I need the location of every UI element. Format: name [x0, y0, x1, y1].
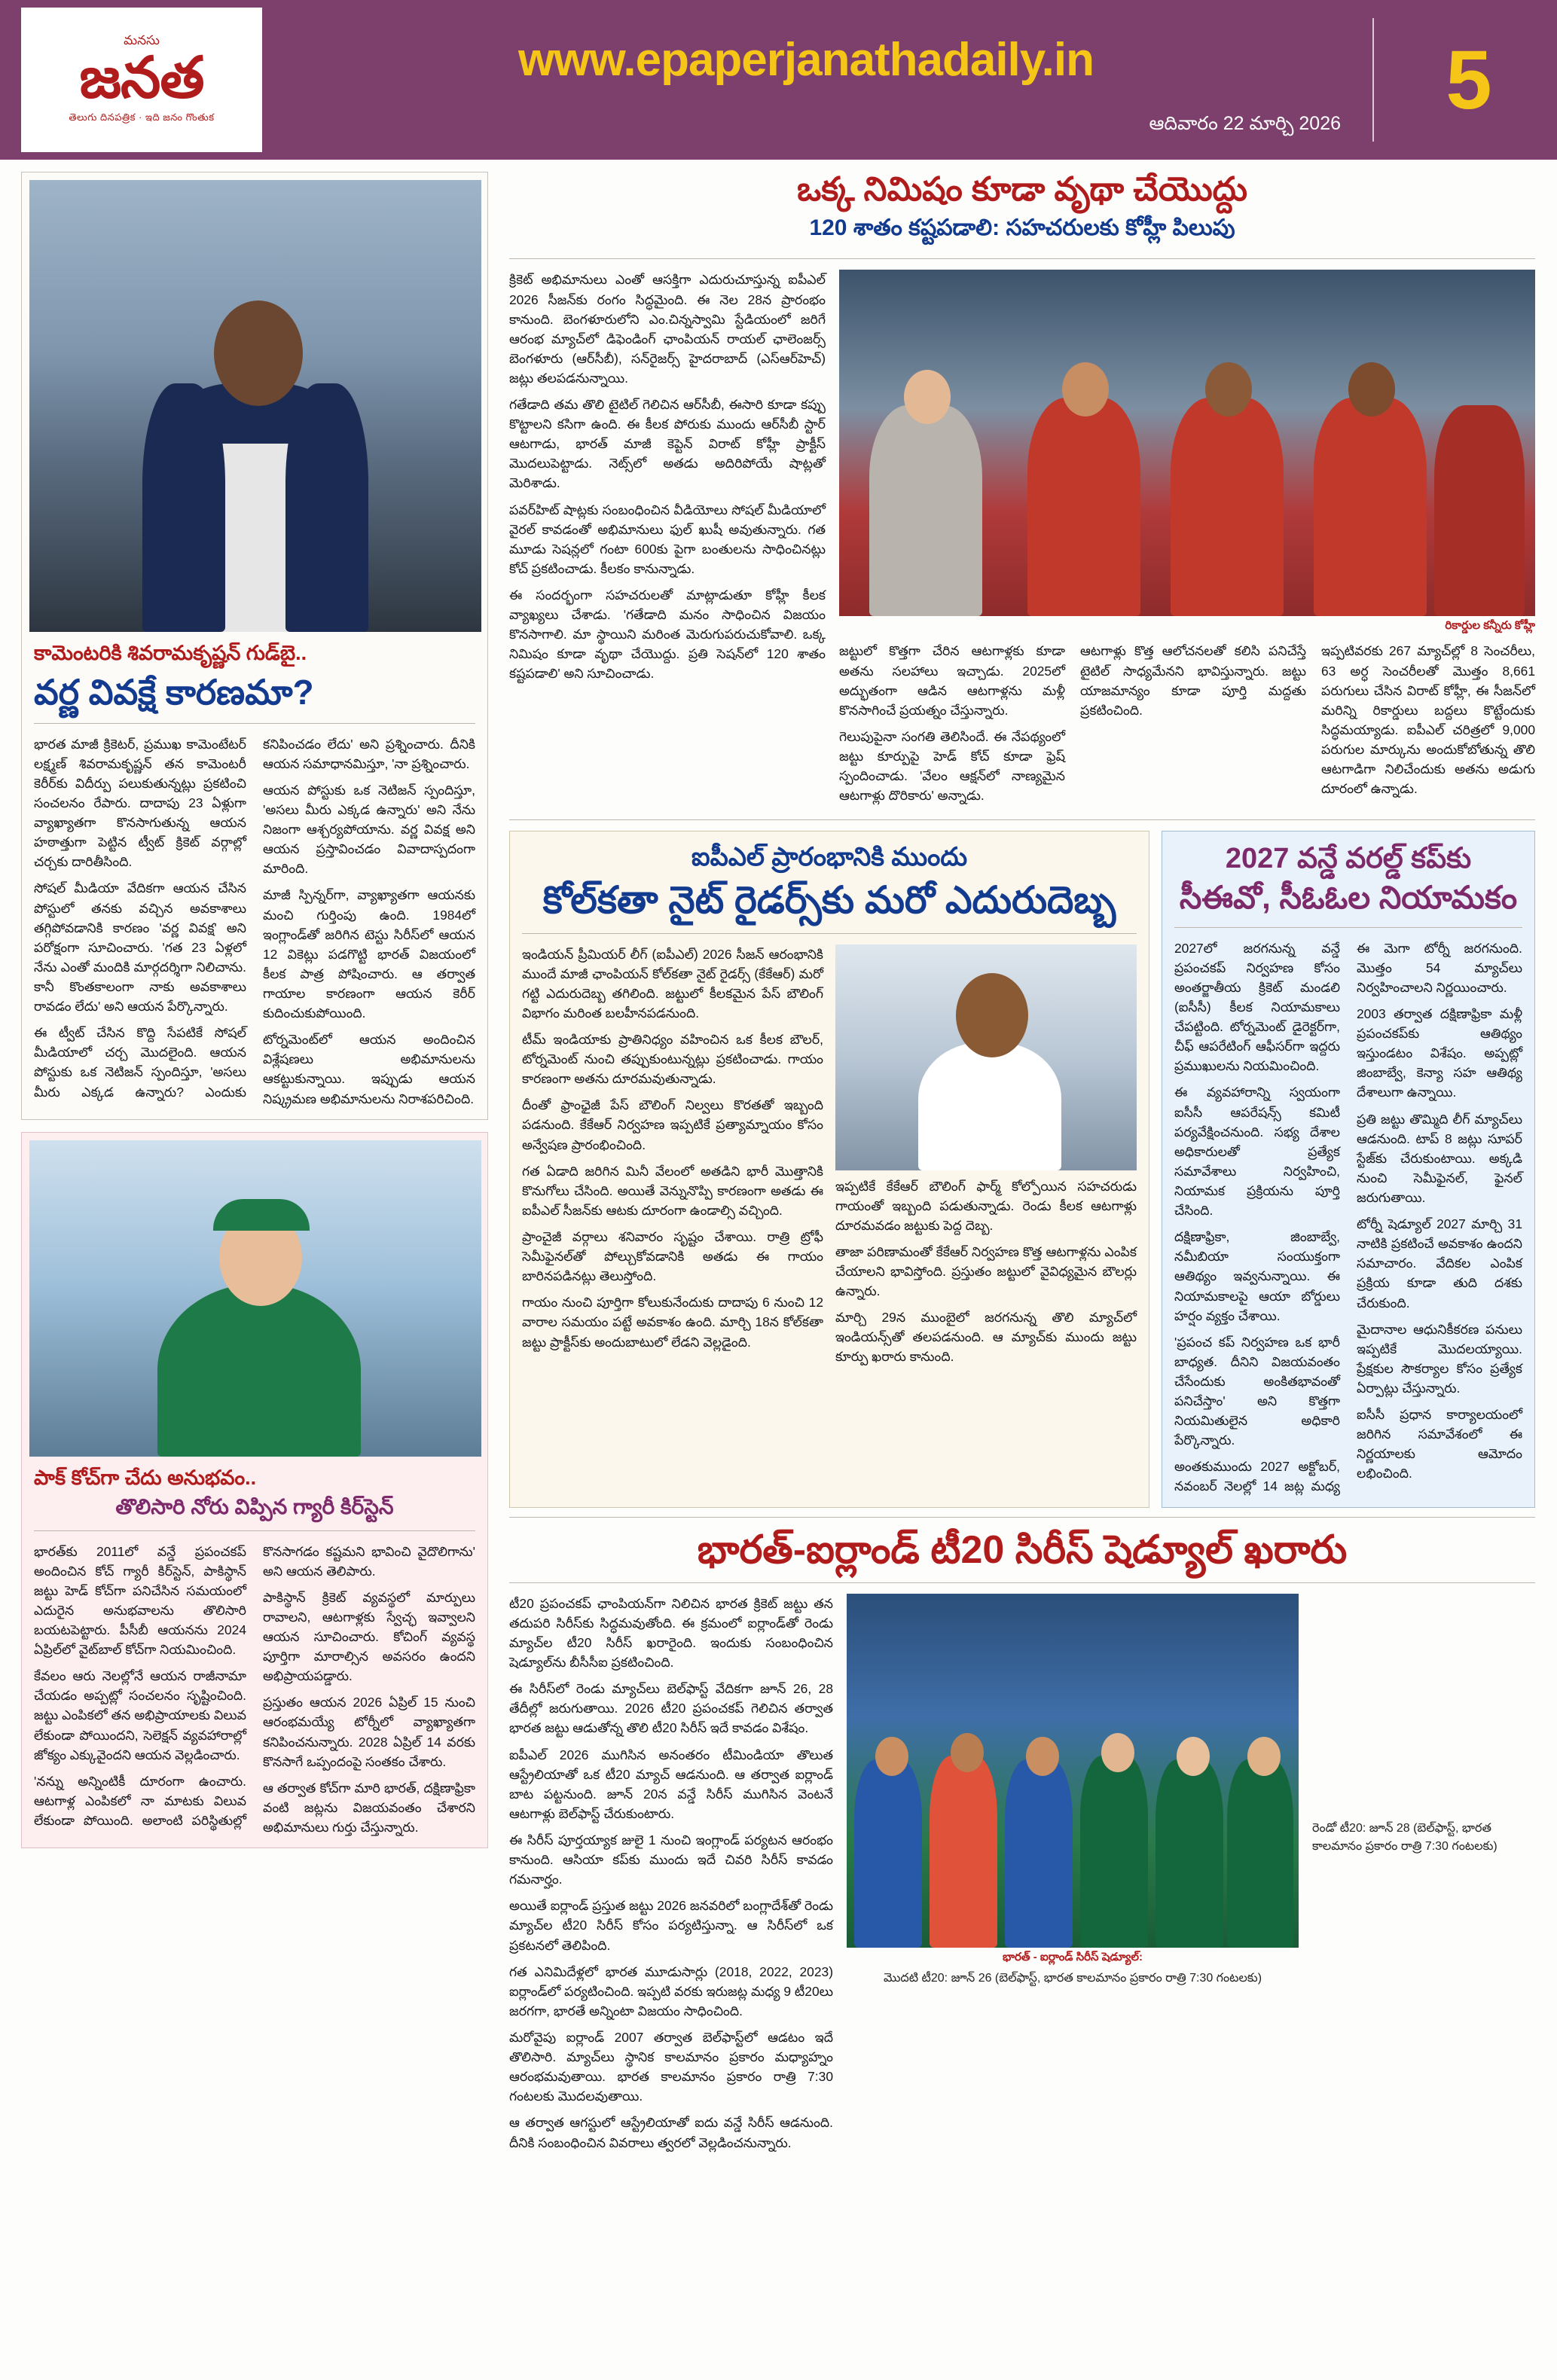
masthead-divider: [1372, 18, 1374, 142]
paragraph: గతేడాది తమ తొలి టైటిల్ గెలిచిన ఆర్‌సీబీ, ఈసారి కూడా కప్పు కొట్టాలని కసిగా ఉంది. ఈ కీలక పోరుకు ముందు ఆర్‌సీబీ స్టార్ ఆటగాడు, భారత్ మాజీ కెప్టెన్ విరాట్ కోహ్లీ ప్రాక్టీస్ మొదలుపెట్టాడు. నెట్స్‌లో అతడు అదిరిపోయే షాట్లతో మెరిశాడు.: [509, 397, 826, 491]
paragraph: ఆ తర్వాత ఆగస్టులో ఆస్ట్రేలియాతో ఐదు వన్డే సిరీస్ ఆడనుంది. దీనికి సంబంధించిన వివరాలు త్వరలో వెల్లడించనున్నారు.: [509, 2115, 833, 2150]
schedule-line-1: మొదటి టీ20: జూన్ 26 (బెల్‌ఫాస్ట్, భారత కాలమానం ప్రకారం రాత్రి 7:30 గంటలకు): [883, 1971, 1262, 1985]
paragraph: 'ప్రపంచ కప్ నిర్వహణ ఒక భారీ బాధ్యత. దీనిని విజయవంతం చేసేందుకు అంకితభావంతో పనిచేస్తాం' అని కొత్తగా నియమితులైన అధికారి పేర్కొన్నారు.: [1174, 1334, 1340, 1448]
masthead: [0, 0, 1557, 160]
article-kirsten: [21, 1132, 488, 1848]
article2-kicker: పాక్ కోచ్‌గా చేదు అనుభవం..: [34, 1466, 257, 1489]
logo-small-text: మనసు: [124, 33, 160, 48]
paragraph: జట్టులో కొత్తగా చేరిన ఆటగాళ్లకు కూడా అతను సలహాలు ఇచ్చాడు. 2025లో అద్భుతంగా ఆడిన ఆటగాళ్లను మళ్లీ కొనసాగించే ప్రయత్నం చేస్తున్నారు.: [839, 643, 1065, 718]
divider: [34, 1530, 475, 1531]
logo-main-text: జనత: [79, 46, 204, 111]
paragraph: గత ఎనిమిదేళ్లలో భారత మూడుసార్లు (2018, 2022, 2023) ఐర్లాండ్‌లో పర్యటించింది. ఇప్పటి వరకు ఇరుజట్ల మధ్య 9 టీ20లు జరగగా, భారతే అన్నింటా విజయం సాధించింది.: [509, 1964, 833, 2018]
newspaper-logo: [21, 8, 262, 152]
article-shivaramakrishnan: [21, 172, 488, 1120]
paragraph: కేవలం ఆరు నెలల్లోనే ఆయన రాజీనామా చేయడం అప్పట్లో సంచలనం సృష్టించింది. జట్టు ఎంపికలో తన అభిప్రాయాలకు విలువ లేకుండా పోయిందని, సెలెక్షన్ వ్యవహారాల్లో జోక్యం ఎక్కువైందని ఆయన వెల్లడించారు.: [34, 1668, 246, 1762]
left-column: [21, 172, 488, 1848]
paragraph: పాకిస్థాన్ క్రికెట్ వ్యవస్థలో మార్పులు రావాలని, ఆటగాళ్లకు స్వేచ్ఛ ఇవ్వాలని ఆయన సూచించారు. కోచింగ్ వ్యవస్థ పూర్తిగా మారాల్సిన అవసరం ఉందని అభిప్రాయపడ్డారు.: [263, 1589, 475, 1684]
paragraph: గాయం నుంచి పూర్తిగా కోలుకునేందుకు దాదాపు 6 నుంచి 12 వారాల సమయం పట్టే అవకాశం ఉంది. మార్చి 18న కోల్‌కతా జట్టు ప్రాక్టీస్‌కు అందుబాటులో లేడని వెల్లడైంది.: [522, 1295, 823, 1350]
article-lead-kohli: [509, 172, 1535, 812]
article2-subhead: తొలిసారి నోరు విప్పిన గ్యారీ కిర్‌స్టెన్: [115, 1495, 394, 1519]
kkr-kicker: ఐపీఎల్ ప్రారంభానికి ముందు: [691, 843, 968, 872]
paragraph: గత ఏడాది జరిగిన మినీ వేలంలో అతడిని భారీ మొత్తానికి కొనుగోలు చేసింది. అయితే వెన్నునొప్పి కారణంగా అతడు ఈ ఐపీఎల్ సీజన్‌కు ఆటకు దూరంగా ఉండాల్సి వచ్చింది.: [522, 1163, 823, 1218]
article-india-ireland: [509, 1528, 1535, 2159]
paragraph: పవర్‌హిట్ షాట్లకు సంబంధించిన వీడియోలు సోషల్ మీడియాలో వైరల్ కావడంతో అభిమానులు ఫుల్ ఖుషీ అవుతున్నారు. గత మూడు సెషన్లలో గంటా 600కు పైగా బంతులను సాధించినట్లు కోచ్ ప్రకటించాడు. కీలకం కానున్నాడు.: [509, 502, 826, 576]
article2-body: [34, 1542, 475, 1838]
paragraph: మరోవైపు ఐర్లాండ్ 2007 తర్వాత బెల్‌ఫాస్ట్‌లో ఆడటం ఇదే తొలిసారి. మ్యాచ్‌లు స్థానిక కాలమానం ప్రకారం మధ్యాహ్నం ఆరంభమవుతాయి. భారత కాలమానం ప్రకారం రాత్రి 7:30 గంటలకు మొదలవుతాయి.: [509, 2030, 833, 2104]
paragraph: మార్చి 29న ముంబైలో జరగనున్న తొలి మ్యాచ్‌లో ఇండియన్స్‌తో తలపడనుంది. ఆ మ్యాచ్‌కు ముందు జట్టు కూర్పు ఖరారు కానుంది.: [835, 1310, 1137, 1365]
kkr-player-portrait: [835, 944, 1137, 1170]
divider: [509, 258, 1535, 259]
paragraph: టోర్నమెంట్‌లో ఆయన అందించిన విశ్లేషణలు అభిమానులను ఆకట్టుకున్నాయి. ఇప్పుడు ఆయన నిష్క్రమణ అభిమానులను నిరాశపరిచింది.: [263, 1032, 475, 1106]
icc-headline: సీఈవో, సీఓఓల నియామకం: [1179, 880, 1518, 916]
shivaramakrishnan-portrait: [29, 180, 481, 632]
icc-body: [1174, 938, 1522, 1497]
article1-kicker: కామెంటరికి శివరామకృష్ణన్ గుడ్‌బై..: [34, 642, 307, 664]
paragraph: ఆ తర్వాత కోచ్‌గా మారి భారత్, దక్షిణాఫ్రికా వంటి జట్లను విజయవంతం చేశారని అభిమానులు గుర్తు చేస్తున్నారు.: [263, 1780, 475, 1835]
article1-body: [34, 734, 475, 1109]
paragraph: ఆటగాళ్లు కొత్త ఆలోచనలతో కలిసి పనిచేస్తే టైటిల్ సాధ్యమేనని భావిస్తున్నారు. జట్టు యాజమాన్యం కూడా పూర్తి మద్దతు ప్రకటించింది.: [1080, 643, 1306, 718]
paragraph: 2027లో జరగనున్న వన్డే ప్రపంచకప్ నిర్వహణ కోసం అంతర్జాతీయ క్రికెట్ మండలి (ఐసీసీ) కీలక నియామకాలు చేపట్టింది. టోర్నమెంట్ డైరెక్టర్‌గా, చీఫ్ ఆపరేటింగ్ ఆఫీసర్‌గా ఇద్దరు ప్రముఖులను నియమించింది.: [1174, 940, 1340, 1074]
series-headline: భారత్-ఐర్లాండ్ టీ20 సిరీస్ షెడ్యూల్ ఖరారు: [697, 1527, 1348, 1572]
paragraph: ఐపీఎల్ 2026 ముగిసిన అనంతరం టీమిండియా తొలుత ఆస్ట్రేలియాతో ఒక టీ20 మ్యాచ్ ఆడనుంది. ఆ తర్వాత ఐర్లాండ్ బాట పట్టనుంది. జూన్ 20న వన్డే సిరీస్ ముగిసిన వెంటనే ఆటగాళ్లు బెల్‌ఫాస్ట్ చేరుకుంటారు.: [509, 1747, 833, 1821]
rcb-team-training-photo: [839, 270, 1535, 616]
paragraph: తాజా పరిణామంతో కేకేఆర్ నిర్వహణ కొత్త ఆటగాళ్లను ఎంపిక చేయాలని భావిస్తోంది. ప్రస్తుతం జట్టులో వైవిధ్యమైన బౌలర్లు ఉన్నారు.: [835, 1243, 1137, 1299]
paragraph: దీంతో ఫ్రాంఛైజీ పేస్ బౌలింగ్ నిల్వలు కొరతతో ఇబ్బంది పడనుంది. కేకేఆర్ నిర్వహణ ఇప్పటికే ప్రత్యామ్నాయం కోసం అన్వేషణ ప్రారంభించింది.: [522, 1097, 823, 1152]
paragraph: మైదానాల ఆధునికీకరణ పనులు ఇప్పటికే మొదలయ్యాయి. ప్రేక్షకుల సౌకర్యాల కోసం ప్రత్యేక ఏర్పాట్లు చేస్తున్నారు.: [1357, 1321, 1522, 1396]
kkr-headline: కోల్‌కతా నైట్ రైడర్స్‌కు మరో ఎదురుదెబ్బ: [542, 879, 1116, 922]
india-ireland-teams-photo: [847, 1594, 1299, 1948]
epaper-url[interactable]: www.epaperjanathadaily.in: [518, 34, 1094, 86]
icc-kicker: 2027 వన్డే వరల్డ్ కప్‌కు: [1225, 843, 1472, 875]
paragraph: ఈ ట్వీట్ చేసిన కొద్ది సేపటికే సోషల్ మీడియాలో చర్చ మొదలైంది. ఆయన పోస్టుకు ఒక నెటిజన్ స్పందిస్తూ, 'అసలు మీరు ఎక్కడ ఉన్నారు? ఎందుకు కనిపించడం లేదు' అని ప్రశ్నించారు. దీనికి ఆయన సమాధానమిస్తూ, 'నా ప్రశ్నించారు.: [34, 736, 475, 1100]
series-body-col1: [509, 1594, 833, 2153]
divider: [1174, 927, 1522, 928]
paragraph: సోషల్ మీడియా వేదికగా ఆయన చేసిన పోస్టులో తనకు వచ్చిన అవకాశాలు తగ్గిపోవడానికి కారణం 'వర్ణ వివక్ష' అని పరోక్షంగా సూచించారు. 'గత 23 ఏళ్లలో నేను ఎంతో మందికి మార్గదర్శిగా నిలిచాను. కానీ కొంతకాలంగా నాకు అవకాశాలు రావడం లేదు' అని ఆయన పేర్కొన్నారు.: [34, 880, 246, 1015]
paragraph: ప్రస్తుతం ఆయన 2026 ఏప్రిల్ 15 నుంచి ఆరంభమయ్యే టోర్నీలో వ్యాఖ్యాతగా కనిపించనున్నారు. 2028 ఏప్రిల్ 14 వరకు కొనసాగే ఒప్పందంపై సంతకం చేశారు.: [263, 1695, 475, 1769]
paragraph: ఇండియన్ ప్రీమియర్ లీగ్ (ఐపీఎల్) 2026 సీజన్ ఆరంభానికి ముందే మాజీ ఛాంపియన్ కోల్‌కతా నైట్ రైడర్స్ (కేకేఆర్) మరో గట్టి ఎదురుదెబ్బ తగిలింది. జట్టులో కీలకమైన పేస్ బౌలింగ్ విభాగం మరింత బలహీనపడనుంది.: [522, 946, 823, 1021]
lead-subhead: 120 శాతం కష్టపడాలి: సహచరులకు కోహ్లీ పిలుపు: [809, 215, 1235, 241]
paragraph: మాజీ స్పిన్నర్‌గా, వ్యాఖ్యాతగా ఆయనకు మంచి గుర్తింపు ఉంది. 1984లో ఇంగ్లాండ్‌తో జరిగిన టెస్టు సిరీస్‌లో ఆయన 12 వికెట్లు పడగొట్టి భారత్ విజయంలో కీలక పాత్ర పోషించారు. ఆ తర్వాత గాయాల కారణంగా ఆయన కెరీర్ కుదించుకుపోయింది.: [263, 887, 475, 1021]
lead-body-col1: [509, 270, 826, 683]
logo-sub-text: తెలుగు దినపత్రిక · ఇది జనం గొంతుక: [69, 111, 215, 123]
paragraph: 2003 తర్వాత దక్షిణాఫ్రికా మళ్లీ ప్రపంచకప్‌కు ఆతిథ్యం ఇస్తుండటం విశేషం. అప్పట్లో జింబాబ్వే, కెన్యా సహ ఆతిథ్య దేశాలుగా ఉన్నాయి.: [1357, 1005, 1522, 1100]
divider: [34, 723, 475, 724]
lead-body-col2: [839, 641, 1065, 805]
paragraph: టీమ్ ఇండియాకు ప్రాతినిధ్యం వహించిన ఒక కీలక బౌలర్, టోర్నమెంట్ నుంచి తప్పుకుంటున్నట్లు ప్రకటించాడు. గాయం కారణంగా అతను దూరమవుతున్నాడు.: [522, 1032, 823, 1087]
paragraph: ఈ సిరీస్‌లో రెండు మ్యాచ్‌లు బెల్‌ఫాస్ట్ వేదికగా జూన్ 26, 28 తేదీల్లో జరుగుతాయి. 2026 టీ20 ప్రపంచకప్ గెలిచిన తర్వాత భారత జట్టు ఆడుతోన్న తొలి టీ20 సిరీస్ ఇదే కావడం విశేషం.: [509, 1681, 833, 1736]
paragraph: 'నన్ను అన్నింటికీ దూరంగా ఉంచారు. ఆటగాళ్ల ఎంపికలో నా మాటకు విలువ లేకుండా పోయింది. అలాంటి పరిస్థితుల్లో కొనసాగడం కష్టమని భావించి వైదొలిగాను' అని ఆయన తెలిపారు.: [34, 1543, 475, 1828]
paragraph: క్రికెట్ అభిమానులు ఎంతో ఆసక్తిగా ఎదురుచూస్తున్న ఐపీఎల్ 2026 సీజన్‌కు రంగం సిద్ధమైంది. ఈ నెల 28న ప్రారంభం కానుంది. బెంగళూరులోని ఎం.చిన్నస్వామి స్టేడియంలో జరిగే ఆరంభ మ్యాచ్‌లో డిఫెండింగ్ ఛాంపియన్ రాయల్ ఛాలెంజర్స్ బెంగళూరు (ఆర్‌సీబీ), సన్‌రైజర్స్ హైదరాబాద్ (ఎస్‌ఆర్‌హెచ్) జట్లు తలపడనున్నాయి.: [509, 272, 826, 386]
paragraph: దక్షిణాఫ్రికా, జింబాబ్వే, నమీబియా సంయుక్తంగా ఆతిథ్యం ఇవ్వనున్నాయి. ఈ నియామకాలపై ఆయా బోర్డులు హర్షం వ్యక్తం చేశాయి.: [1174, 1229, 1340, 1323]
kkr-body-col1: [522, 944, 823, 1352]
article-kkr: [509, 831, 1149, 1507]
paragraph: ప్రాంచైజీ వర్గాలు శనివారం సృష్టం చేశాయి. రాత్రి ట్రోఫీ సెమీఫైనల్‌తో పోల్చుకోవడానికి అతడు ఈ గాయం బారినపడినట్లు తెలుస్తోంది.: [522, 1228, 823, 1284]
paragraph: అంతకుముందు 2027 అక్టోబర్, నవంబర్ నెలల్లో 14 జట్ల మధ్య ఈ మెగా టోర్నీ జరగనుంది. మొత్తం 54 మ్యాచ్‌లు నిర్వహించాలని నిర్ణయించారు.: [1174, 940, 1522, 1494]
paragraph: భారత్‌కు 2011లో వన్డే ప్రపంచకప్ అందించిన కోచ్ గ్యారీ కిర్‌స్టెన్, పాకిస్థాన్ జట్టు హెడ్ కోచ్‌గా పనిచేసిన సమయంలో ఎదురైన అనుభవాలను తొలిసారి బయటపెట్టారు. పీసీబీ ఆయనను 2024 ఏప్రిల్‌లో వైట్‌బాల్ కోచ్‌గా నియమించింది.: [34, 1543, 246, 1658]
paragraph: ఈ వ్యవహారాన్ని స్వయంగా ఐసీసీ ఆపరేషన్స్ కమిటీ పర్యవేక్షించనుంది. సభ్య దేశాల అధికారులతో ప్రత్యేక సమావేశాలు నిర్వహించి, నియామక ప్రక్రియను పూర్తి చేసింది.: [1174, 1085, 1340, 1219]
article-icc: [1162, 831, 1535, 1507]
paragraph: అయితే ఐర్లాండ్ ప్రస్తుత జట్టు 2026 జనవరిలో బంగ్లాదేశ్‌తో రెండు మ్యాచ్‌ల టీ20 సిరీస్ కోసం పర్యటిస్తున్నా. ఆ సిరీస్‌లో ఒక ప్రకటనలో తెలిపింది.: [509, 1898, 833, 1953]
kkr-body-col2: [835, 1176, 1137, 1367]
lead-body-col4: [1321, 641, 1535, 798]
divider: [509, 1582, 1535, 1583]
paragraph: ఆయన పోస్టుకు ఒక నెటిజన్ స్పందిస్తూ, 'అసలు మీరు ఎక్కడ ఉన్నారు' అని నేను నిజంగా ఆశ్చర్యపోయాను. వర్ణ వివక్ష అని ఆయన ప్రస్తావించడం వివాదాస్పదంగా మారింది.: [263, 782, 475, 877]
paragraph: టోర్నీ షెడ్యూల్ 2027 మార్చి 31 నాటికి ప్రకటించే అవకాశం ఉందని సమాచారం. వేదికల ఎంపిక ప్రక్రియ కూడా తుది దశకు చేరుకుంది.: [1357, 1216, 1522, 1311]
schedule-line-2: రెండో టీ20: జూన్ 28 (బెల్‌ఫాస్ట్, భారత కాలమానం ప్రకారం రాత్రి 7:30 గంటలకు): [1312, 1821, 1497, 1853]
series-photo-caption: భారత్ - ఐర్లాండ్ సిరీస్ షెడ్యూల్:: [1002, 1950, 1143, 1964]
paragraph: గెలుపుపైనా సంగతి తెలిసిందే. ఈ నేపథ్యంలో జట్టు కూర్పుపై హెడ్ కోచ్ కూడా ఫ్రెష్ స్పందించాడు. 'వేలం ఆక్షన్‌లో నాణ్యమైన ఆటగాళ్లు దొరికారు' అన్నాడు.: [839, 728, 1065, 804]
lead-body-col3: [1080, 641, 1306, 719]
article1-headline: వర్ణ వివక్షే కారణమా?: [34, 672, 314, 712]
paragraph: ఇప్పటికే కేకేఆర్ బౌలింగ్ ఫార్మ్ కోల్పోయిన సహచరుడు గాయంతో ఇబ్బంది పడుతున్నాడు. రెండు కీలక ఆటగాళ్లు దూరమవడం జట్టుకు పెద్ద దెబ్బ.: [835, 1178, 1137, 1233]
paragraph: ఇప్పటివరకు 267 మ్యాచ్‌ల్లో 8 సెంచరీలు, 63 అర్ధ సెంచరీలతో మొత్తం 8,661 పరుగులు చేసిన విరాట్ కోహ్లీ, ఈ సీజన్‌లో మరిన్ని రికార్డులు బద్దలు కొట్టేందుకు సిద్ధమయ్యాడు. ఐపీఎల్ చరిత్రలో 9,000 పరుగుల మార్కును అందుకోబోతున్న తొలి ఆటగాడిగా నిలిచేందుకు అతను అడుగు దూరంలో ఉన్నాడు.: [1321, 643, 1535, 797]
divider: [522, 933, 1137, 934]
lead-headline: ఒక్క నిమిషం కూడా వృథా చేయొద్దు: [797, 171, 1247, 208]
paragraph: ఈ సిరీస్ పూర్తయ్యాక జులై 1 నుంచి ఇంగ్లాండ్ పర్యటన ఆరంభం కానుంది. ఆసియా కప్‌కు ముందు ఇదే చివరి సిరీస్ కావడం గమనార్హం.: [509, 1832, 833, 1887]
main-column: [509, 172, 1535, 2159]
publication-date: ఆదివారం 22 మార్చి 2026: [1149, 113, 1341, 134]
divider: [509, 819, 1535, 820]
gary-kirsten-portrait: [29, 1140, 481, 1457]
paragraph: టీ20 ప్రపంచకప్ ఛాంపియన్‌గా నిలిచిన భారత క్రికెట్ జట్టు తన తదుపరి సిరీస్‌కు సిద్ధమవుతోంది. ఈ క్రమంలో ఐర్లాండ్‌తో రెండు మ్యాచ్‌ల టీ20 సిరీస్ ఖరారైంది. ఇందుకు సంబంధించిన షెడ్యూల్‌ను బీసీసీఐ ప్రకటించింది.: [509, 1595, 833, 1671]
paragraph: ప్రతి జట్టు తొమ్మిది లీగ్ మ్యాచ్‌లు ఆడనుంది. టాప్ 8 జట్లు సూపర్ స్టేజ్‌కు చేరుకుంటాయి. అక్కడి నుంచి సెమీఫైనల్, ఫైనల్ జరుగుతాయి.: [1357, 1111, 1522, 1205]
paragraph: భారత మాజీ క్రికెటర్, ప్రముఖ కామెంటేటర్ లక్ష్మణ్ శివరామకృష్ణన్ తన కామెంటరీ కెరీర్‌కు విదీర్పు పలుకుతున్నట్లు ప్రకటించి సంచలనం రేపారు. దాదాపు 23 ఏళ్లుగా వ్యాఖ్యాతగా కొనసాగుతున్న ఆయన హఠాత్తుగా పెట్టిన ట్వీట్ క్రికెట్ వర్గాల్లో చర్చకు దారితీసింది.: [34, 736, 246, 870]
paragraph: ఐసీసీ ప్రధాన కార్యాలయంలో జరిగిన సమావేశంలో ఈ నిర్ణయాలకు ఆమోదం లభించింది.: [1357, 1407, 1522, 1481]
lead-photo-caption: రికార్డుల కన్నీరు కోహ్లీ: [1445, 619, 1535, 633]
divider: [509, 1517, 1535, 1518]
page-number: 5: [1446, 34, 1492, 127]
paragraph: ఈ సందర్భంగా సహచరులతో మాట్లాడుతూ కోహ్లీ కీలక వ్యాఖ్యలు చేశాడు. 'గతేడాది మనం సాధించిన విజయం కొనసాగాలి. మా స్థాయిని మరింత మెరుగుపరుచుకోవాలి. ఒక్క నిమిషం కూడా వృథా చేయొద్దు. ప్రతి సెషన్‌లో 120 శాతం కష్టపడాలి' అని సూచించాడు.: [509, 587, 826, 682]
